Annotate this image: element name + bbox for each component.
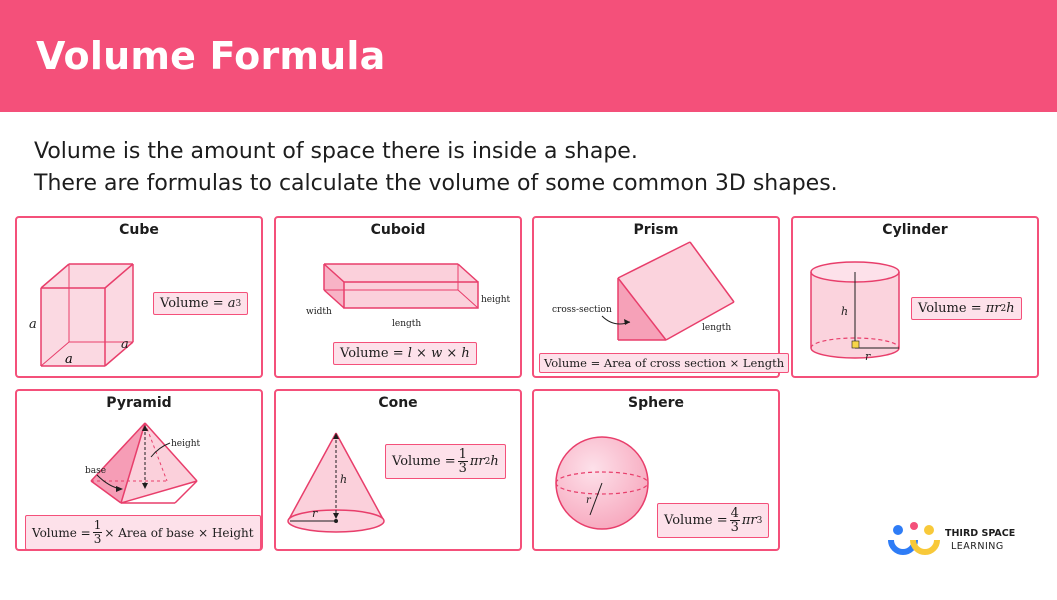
pyramid-title: Pyramid [106, 395, 172, 411]
pyramid-card [15, 389, 263, 551]
formula-prefix: Volume = [392, 454, 456, 469]
third-space-learning-logo [887, 522, 1037, 558]
cuboid-label-length: length [392, 319, 422, 329]
fraction-denominator: 3 [458, 461, 467, 476]
cuboid-title: Cuboid [370, 222, 426, 238]
sphere-card [532, 389, 780, 551]
formula-fraction [730, 507, 740, 534]
cone-label-r: r [312, 507, 318, 520]
pyramid-label-height: height [171, 439, 201, 449]
formula-prefix: Volume = [340, 346, 404, 361]
prism-label-length: length [702, 323, 732, 333]
cylinder-label-h: h [841, 305, 849, 318]
cone-label-h: h [340, 473, 348, 486]
intro-line-2: There are formulas to calculate the volume of some common 3D shapes. [34, 171, 838, 196]
formula-prefix: Volume = [32, 525, 91, 540]
header-banner [0, 0, 1057, 112]
cylinder-title: Cylinder [882, 222, 948, 238]
cone-formula [385, 444, 506, 479]
formula-fraction [93, 519, 103, 546]
intro-text [34, 136, 1034, 200]
cube-label-side: a [29, 317, 37, 332]
pyramid-formula [25, 515, 261, 550]
formula-fraction [458, 448, 468, 475]
formula-tail: h [490, 454, 499, 469]
pyramid-label-base: base [85, 466, 107, 476]
cube-card [15, 216, 263, 378]
cube-title: Cube [119, 222, 159, 238]
cone-title: Cone [378, 395, 418, 411]
fraction-numerator: 1 [93, 518, 102, 532]
prism-title: Prism [633, 222, 679, 238]
formula-expression: πr [985, 301, 1001, 316]
formula-exponent: 2 [484, 456, 491, 467]
cylinder-label-r: r [865, 350, 871, 363]
formula-var: a [227, 296, 236, 311]
cuboid-card [274, 216, 522, 378]
formula-exponent: 3 [756, 515, 763, 526]
formula-tail: h [1006, 301, 1015, 316]
formula-exponent: 2 [1000, 303, 1007, 314]
logo-text-line2: LEARNING [951, 541, 1004, 552]
formula-prefix: Volume = [918, 301, 982, 316]
cylinder-formula [911, 297, 1022, 320]
prism-card [532, 216, 785, 378]
sphere-label-r: r [586, 495, 591, 506]
formula-prefix: Volume = [160, 296, 224, 311]
cuboid-label-width: width [306, 307, 332, 317]
formula-prefix: Volume = [664, 513, 728, 528]
cube-label-edge: a [65, 352, 73, 367]
sphere-formula [657, 503, 769, 538]
fraction-denominator: 3 [730, 520, 739, 535]
formula-expression: πr [469, 454, 485, 469]
formula-expression: πr [741, 513, 757, 528]
cone-card [274, 389, 522, 551]
intro-line-1: Volume is the amount of space there is inside a shape. [34, 139, 638, 164]
formula-expression: l × w × h [407, 346, 470, 361]
sphere-title: Sphere [628, 395, 684, 411]
logo-text-line1: THIRD SPACE [945, 528, 1016, 539]
prism-label-cross-section: cross-section [552, 305, 612, 315]
formula-exponent: 3 [235, 298, 242, 309]
prism-formula: Volume = Area of cross section × Length [539, 353, 789, 373]
cube-formula [153, 292, 248, 315]
logo-icon [887, 522, 943, 558]
fraction-numerator: 1 [458, 447, 467, 462]
fraction-denominator: 3 [93, 532, 102, 546]
cube-label-depth: a [121, 337, 129, 352]
page-title: Volume Formula [36, 34, 386, 78]
cuboid-label-height: height [481, 295, 511, 305]
fraction-numerator: 4 [730, 506, 739, 521]
cuboid-formula [333, 342, 477, 365]
cylinder-card [791, 216, 1039, 378]
formula-tail: × Area of base × Height [104, 525, 254, 540]
